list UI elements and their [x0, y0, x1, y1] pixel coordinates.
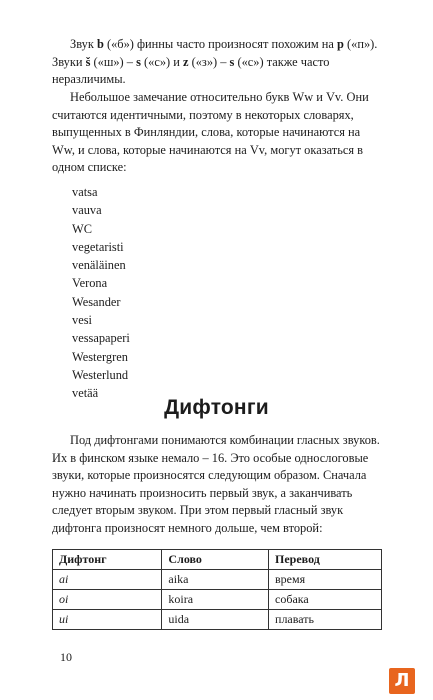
- text-run: («с») также часто неразличимы.: [52, 54, 330, 87]
- letter-s: s: [229, 54, 235, 69]
- text-run: («п»). Звуки: [52, 37, 378, 69]
- letter-s-caron: š: [85, 54, 91, 69]
- list-item: Wesander: [72, 294, 121, 309]
- list-item: vesi: [72, 313, 92, 328]
- table-cell: время: [269, 570, 382, 590]
- table-cell: koira: [162, 590, 269, 610]
- letter-z: z: [183, 54, 189, 69]
- list-item: WC: [72, 221, 92, 236]
- column-header: Перевод: [269, 550, 382, 570]
- diphthong-table: [52, 549, 382, 630]
- table-cell: ui: [53, 610, 162, 630]
- text-run: («с») и: [140, 54, 183, 69]
- list-item: vauva: [72, 203, 102, 218]
- table-row: [53, 570, 382, 590]
- table-cell: aika: [162, 570, 269, 590]
- page-number: 10: [60, 650, 72, 664]
- table-cell: oi: [53, 590, 162, 610]
- publisher-logo-icon: [389, 668, 415, 694]
- table-header-row: [53, 550, 382, 570]
- letter-b: b: [96, 37, 104, 51]
- table-row: [53, 590, 382, 610]
- paragraph-diphthongs: Под дифтонгами понимаются комбинации гласных звуков. Их в финском языке немало – 16. Это особые однослоговые звуки, которые произносятся следующим образом. Сначала нужно начинать произносить первый звук, а заканчивать следует вторым звуком. При этом первый гласный звук дифтонга произносят немного дольше, чем второй:: [52, 433, 380, 535]
- list-item: vetää: [72, 386, 99, 401]
- list-item: Westerlund: [72, 367, 129, 382]
- table-cell: uida: [162, 610, 269, 630]
- text-run: («б») финны часто произносят похожим на: [103, 37, 337, 51]
- paragraph-ww-vv: Небольшое замечание относительно букв Ww и Vv. Они считаются идентичными, поэтому в некоторых словарях, выпущенных в Финляндии, слова, которые начинаются на Ww, и слова, которые начинаются на Vv, могут оказаться в одном списке:: [52, 90, 369, 175]
- list-item: vegetaristi: [72, 239, 124, 254]
- list-item: vatsa: [72, 185, 98, 199]
- letter-p: p: [337, 37, 344, 51]
- table-cell: плавать: [269, 610, 382, 630]
- column-header: Дифтонг: [53, 550, 162, 570]
- list-item: vessapaperi: [72, 331, 130, 346]
- list-item: Westergren: [72, 349, 128, 364]
- column-header: Слово: [162, 550, 269, 570]
- table-row: [53, 610, 382, 630]
- text-run: («ш») –: [90, 54, 137, 69]
- list-item: Verona: [72, 276, 108, 291]
- logo-letter: Л: [394, 670, 410, 691]
- text-run: («з») –: [188, 54, 230, 69]
- table-cell: собака: [269, 590, 382, 610]
- list-item: venäläinen: [72, 258, 126, 273]
- table-cell: ai: [53, 570, 162, 590]
- text-run: Звук: [70, 37, 97, 51]
- word-list: [72, 183, 130, 403]
- letter-s: s: [136, 54, 141, 69]
- section-heading: Дифтонги: [164, 396, 269, 419]
- paragraph-consonants: [52, 36, 380, 89]
